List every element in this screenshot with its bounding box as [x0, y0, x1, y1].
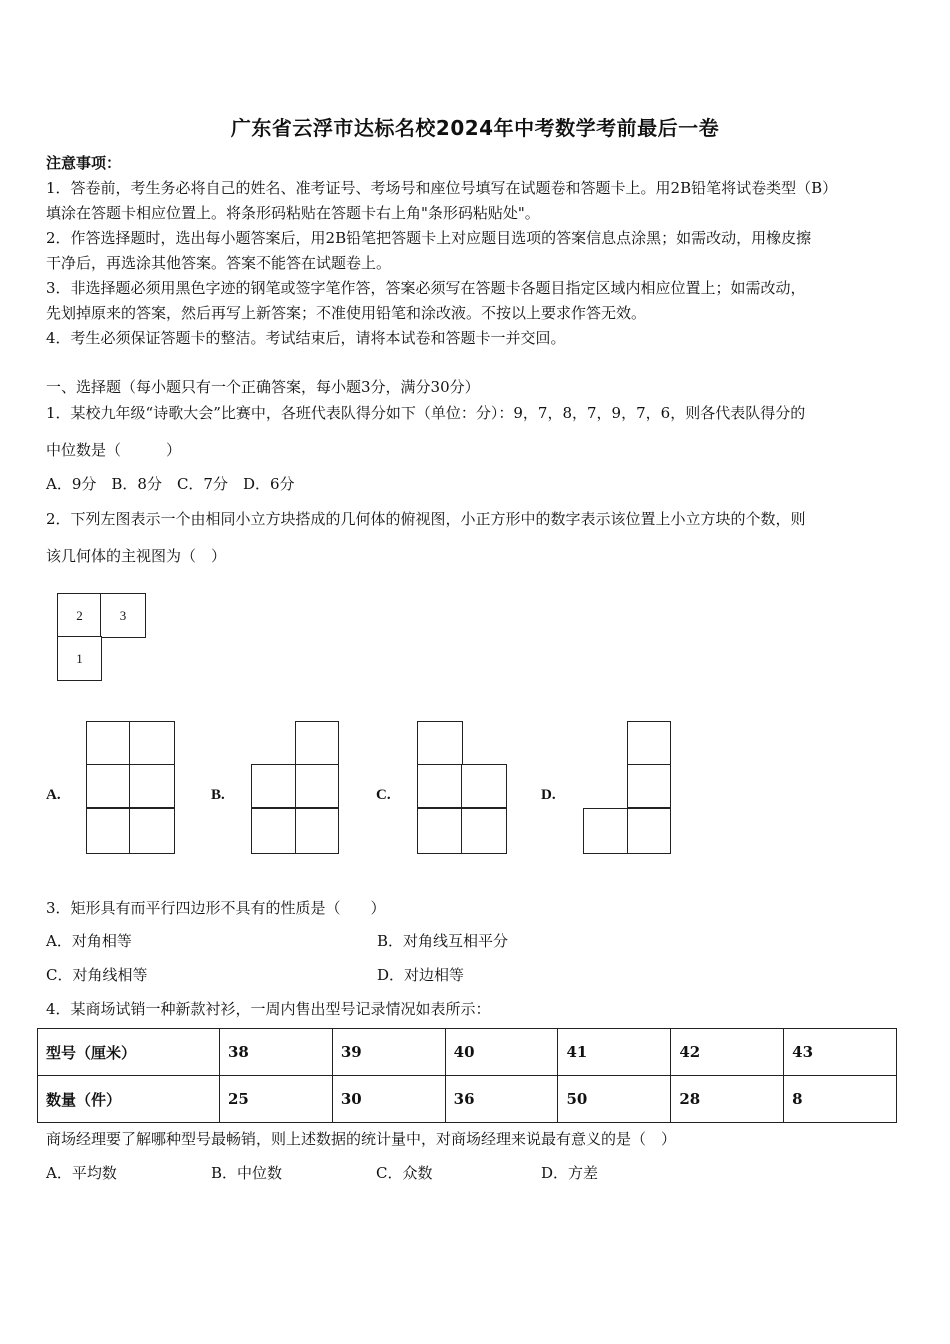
question-4-option-c: C．众数 [376, 1164, 433, 1182]
question-2-stem: 2．下列左图表示一个由相同小立方块搭成的几何体的俯视图，小正方形中的数字表示该位置上小立方块的个数，则 [46, 510, 806, 528]
question-2-stem-cont: 该几何体的主视图为（ ） [46, 547, 227, 565]
table-cell: 8 [784, 1076, 897, 1123]
question-3-stem: 3．矩形具有而平行四边形不具有的性质是（ ） [46, 899, 386, 917]
top-view-cell: 1 [57, 636, 102, 681]
option-b-label: B. [211, 787, 225, 803]
notice-line: 先划掉原来的答案，然后再写上新答案；不准使用铅笔和涂改液。不按以上要求作答无效。 [46, 304, 647, 322]
table-cell: 38 [220, 1029, 333, 1076]
question-4-followup: 商场经理要了解哪种型号最畅销，则上述数据的统计量中，对商场经理来说最有意义的是（ ） [46, 1130, 677, 1148]
table-row [38, 1029, 897, 1076]
notice-line: 填涂在答题卡相应位置上。将条形码粘贴在答题卡右上角"条形码粘贴处"。 [46, 204, 540, 222]
question-4-stem: 4．某商场试销一种新款衬衫，一周内售出型号记录情况如表所示： [46, 1000, 491, 1018]
table-cell: 30 [332, 1076, 445, 1123]
question-1-options: A．9分 B．8分 C．7分 D．6分 [46, 475, 295, 493]
question-1-stem: 1．某校九年级“诗歌大会”比赛中，各班代表队得分如下（单位：分）：9，7，8，7，9，7，6，则各代表队得分的 [46, 404, 806, 422]
question-1-stem-cont: 中位数是（ ） [46, 441, 182, 459]
option-c-label: C. [376, 787, 391, 803]
table-cell: 36 [445, 1076, 558, 1123]
table-cell: 25 [220, 1076, 333, 1123]
notice-heading: 注意事项： [46, 154, 122, 172]
table-row [38, 1076, 897, 1123]
table-cell: 50 [558, 1076, 671, 1123]
question-3-option-a: A．对角相等 [46, 932, 132, 950]
table-cell: 40 [445, 1029, 558, 1076]
notice-line: 2．作答选择题时，选出每小题答案后，用2B铅笔把答题卡上对应题目选项的答案信息点涂黑；如需改动，用橡皮擦 [46, 229, 812, 247]
table-cell: 型号（厘米） [38, 1029, 220, 1076]
notice-line: 干净后，再选涂其他答案。答案不能答在试题卷上。 [46, 254, 392, 272]
table-cell: 42 [671, 1029, 784, 1076]
notice-line: 4．考生必须保证答题卡的整洁。考试结束后，请将本试卷和答题卡一并交回。 [46, 329, 566, 347]
question-4-option-d: D．方差 [541, 1164, 599, 1182]
top-view-cell: 2 [57, 593, 102, 638]
question-3-option-c: C．对角线相等 [46, 966, 148, 984]
page-title: 广东省云浮市达标名校2024年中考数学考前最后一卷 [230, 116, 720, 140]
notice-line: 1．答卷前，考生务必将自己的姓名、准考证号、考场号和座位号填写在试题卷和答题卡上。用2B铅笔将试卷类型（B） [46, 179, 838, 197]
table-cell: 41 [558, 1029, 671, 1076]
question-3-option-d: D．对边相等 [377, 966, 465, 984]
size-sales-table [37, 1028, 897, 1123]
table-cell: 43 [784, 1029, 897, 1076]
question-4-option-b: B．中位数 [211, 1164, 283, 1182]
question-4-option-a: A．平均数 [46, 1164, 117, 1182]
option-a-label: A. [46, 787, 61, 803]
option-d-label: D. [541, 787, 556, 803]
table-cell: 39 [332, 1029, 445, 1076]
question-3-option-b: B．对角线互相平分 [377, 932, 509, 950]
table-cell: 28 [671, 1076, 784, 1123]
section-heading: 一、选择题（每小题只有一个正确答案，每小题3分，满分30分） [46, 378, 480, 396]
table-cell: 数量（件） [38, 1076, 220, 1123]
top-view-cell: 3 [100, 593, 146, 638]
notice-line: 3．非选择题必须用黑色字迹的钢笔或签字笔作答，答案必须写在答题卡各题目指定区域内相应位置上；如需改动， [46, 279, 806, 297]
